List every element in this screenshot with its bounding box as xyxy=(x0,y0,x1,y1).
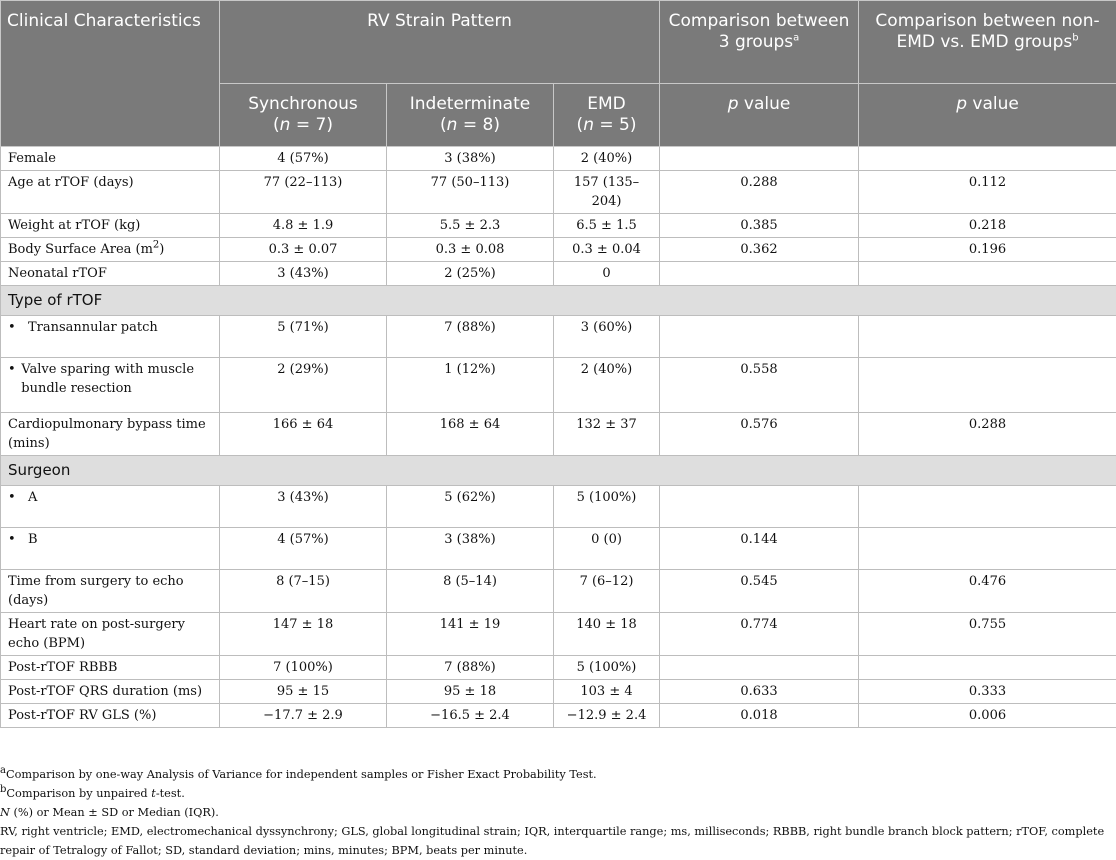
cell-synchronous: 8 (7–15) xyxy=(220,570,387,613)
header-rv-strain-pattern: RV Strain Pattern xyxy=(220,1,660,84)
cell-synchronous: 7 (100%) xyxy=(220,656,387,680)
cell-emd: 103 ± 4 xyxy=(554,680,660,704)
cell-indeterminate: 2 (25%) xyxy=(387,262,554,286)
table-row xyxy=(1,613,1116,656)
bullet-icon: • xyxy=(8,490,16,505)
cell-p-2-groups xyxy=(859,656,1116,680)
row-label: • Valve sparing with muscle bundle resection xyxy=(1,358,220,413)
table-row xyxy=(1,147,1116,171)
cell-indeterminate: 168 ± 64 xyxy=(387,413,554,456)
cell-p-3-groups: 0.288 xyxy=(660,171,859,214)
section-title: Type of rTOF xyxy=(1,286,1116,316)
cell-p-2-groups: 0.196 xyxy=(859,238,1116,262)
table-row xyxy=(1,680,1116,704)
cell-p-2-groups xyxy=(859,316,1116,358)
footnote-a: $^a$Comparison by one-way Analysis of Variance for independent samples or Fisher Exact Probability Test. xyxy=(0,765,597,781)
table-row xyxy=(1,214,1116,238)
cell-emd: 0.3 ± 0.04 xyxy=(554,238,660,262)
cell-indeterminate: 8 (5–14) xyxy=(387,570,554,613)
section-row-type-of-rtof xyxy=(1,286,1116,316)
table-row xyxy=(1,238,1116,262)
cell-emd: 0 xyxy=(554,262,660,286)
cell-p-2-groups: 0.288 xyxy=(859,413,1116,456)
section-title: Surgeon xyxy=(1,456,1116,486)
cell-emd: 140 ± 18 xyxy=(554,613,660,656)
row-label: • B xyxy=(1,528,220,570)
bullet-icon: • xyxy=(8,362,16,377)
header-p-value-3-groups: p value xyxy=(660,84,859,147)
cell-indeterminate: 5.5 ± 2.3 xyxy=(387,214,554,238)
cell-p-3-groups: 0.545 xyxy=(660,570,859,613)
table-row xyxy=(1,486,1116,528)
table-row xyxy=(1,528,1116,570)
table-row xyxy=(1,171,1116,214)
row-label: • Transannular patch xyxy=(1,316,220,358)
table-footnotes xyxy=(0,765,1116,860)
row-label: • A xyxy=(1,486,220,528)
cell-p-2-groups xyxy=(859,486,1116,528)
row-label: Heart rate on post-surgery echo (BPM) xyxy=(1,613,220,656)
header-emd: EMD (n = 5) xyxy=(554,84,660,147)
cell-indeterminate: 141 ± 19 xyxy=(387,613,554,656)
table-row xyxy=(1,413,1116,456)
cell-emd: 6.5 ± 1.5 xyxy=(554,214,660,238)
cell-indeterminate: 95 ± 18 xyxy=(387,680,554,704)
row-label: Age at rTOF (days) xyxy=(1,171,220,214)
cell-indeterminate: 77 (50–113) xyxy=(387,171,554,214)
section-row-surgeon xyxy=(1,456,1116,486)
cell-p-2-groups xyxy=(859,147,1116,171)
row-label: Cardiopulmonary bypass time (mins) xyxy=(1,413,220,456)
cell-p-2-groups: 0.112 xyxy=(859,171,1116,214)
row-label: Body Surface Area $(m^2)$ xyxy=(1,238,220,262)
cell-synchronous: 166 ± 64 xyxy=(220,413,387,456)
cell-synchronous: 77 (22–113) xyxy=(220,171,387,214)
cell-emd: 132 ± 37 xyxy=(554,413,660,456)
cell-synchronous: 4 (57%) xyxy=(220,528,387,570)
cell-synchronous: 147 ± 18 xyxy=(220,613,387,656)
footnote-abbreviations-cont: repair of Tetralogy of Fallot; SD, standard deviation; mins, minutes; BPM, beats per minute. xyxy=(0,844,528,857)
cell-emd: 157 (135–204) xyxy=(554,171,660,214)
table-row xyxy=(1,316,1116,358)
cell-p-3-groups: 0.558 xyxy=(660,358,859,413)
bullet-icon: • xyxy=(8,532,16,547)
cell-indeterminate: 5 (62%) xyxy=(387,486,554,528)
cell-synchronous: 2 (29%) xyxy=(220,358,387,413)
footnote-abbreviations: RV, right ventricle; EMD, electromechanical dyssynchrony; GLS, global longitudinal strain; IQR, interquartile range; ms, milliseconds; RBBB, right bundle branch block pattern; rTOF, complete xyxy=(0,825,1105,838)
cell-p-3-groups xyxy=(660,262,859,286)
cell-indeterminate: 7 (88%) xyxy=(387,316,554,358)
cell-synchronous: 3 (43%) xyxy=(220,262,387,286)
footnote-b: $^b$Comparison by unpaired t-test. xyxy=(0,784,185,800)
cell-synchronous: 0.3 ± 0.07 xyxy=(220,238,387,262)
cell-synchronous: 5 (71%) xyxy=(220,316,387,358)
cell-p-3-groups xyxy=(660,486,859,528)
row-label: Post-rTOF QRS duration (ms) xyxy=(1,680,220,704)
cell-p-2-groups xyxy=(859,528,1116,570)
cell-p-3-groups xyxy=(660,316,859,358)
cell-p-3-groups: 0.362 xyxy=(660,238,859,262)
row-label: Post-rTOF RV GLS (%) xyxy=(1,704,220,728)
header-comparison-3-groups: Comparison between 3 groups$^a$ xyxy=(660,1,859,84)
cell-p-3-groups: 0.633 xyxy=(660,680,859,704)
cell-p-3-groups: 0.018 xyxy=(660,704,859,728)
cell-emd: 5 (100%) xyxy=(554,656,660,680)
table-row xyxy=(1,358,1116,413)
cell-synchronous: 3 (43%) xyxy=(220,486,387,528)
cell-p-2-groups: 0.755 xyxy=(859,613,1116,656)
table-row xyxy=(1,704,1116,728)
row-label: Female xyxy=(1,147,220,171)
cell-emd: −12.9 ± 2.4 xyxy=(554,704,660,728)
cell-emd: 5 (100%) xyxy=(554,486,660,528)
cell-emd: 2 (40%) xyxy=(554,358,660,413)
header-indeterminate: Indeterminate (n = 8) xyxy=(387,84,554,147)
cell-p-3-groups: 0.385 xyxy=(660,214,859,238)
header-clinical-characteristics: Clinical Characteristics xyxy=(1,1,220,147)
cell-synchronous: 95 ± 15 xyxy=(220,680,387,704)
cell-p-2-groups: 0.006 xyxy=(859,704,1116,728)
cell-indeterminate: 3 (38%) xyxy=(387,147,554,171)
cell-p-3-groups xyxy=(660,656,859,680)
cell-p-3-groups: 0.144 xyxy=(660,528,859,570)
row-label: Weight at rTOF (kg) xyxy=(1,214,220,238)
row-label: Neonatal rTOF xyxy=(1,262,220,286)
cell-emd: 3 (60%) xyxy=(554,316,660,358)
cell-p-2-groups: 0.333 xyxy=(859,680,1116,704)
bullet-icon: • xyxy=(8,320,16,335)
cell-indeterminate: 0.3 ± 0.08 xyxy=(387,238,554,262)
cell-synchronous: −17.7 ± 2.9 xyxy=(220,704,387,728)
cell-p-2-groups xyxy=(859,262,1116,286)
table-row xyxy=(1,656,1116,680)
cell-indeterminate: 3 (38%) xyxy=(387,528,554,570)
cell-p-2-groups xyxy=(859,358,1116,413)
footnote-n: N (%) or Mean ± SD or Median (IQR). xyxy=(0,806,219,819)
cell-indeterminate: 7 (88%) xyxy=(387,656,554,680)
cell-indeterminate: −16.5 ± 2.4 xyxy=(387,704,554,728)
cell-indeterminate: 1 (12%) xyxy=(387,358,554,413)
header-p-value-2-groups: p value xyxy=(859,84,1116,147)
row-label: Time from surgery to echo (days) xyxy=(1,570,220,613)
cell-p-3-groups: 0.774 xyxy=(660,613,859,656)
cell-p-3-groups xyxy=(660,147,859,171)
cell-emd: 0 (0) xyxy=(554,528,660,570)
header-comparison-non-emd-vs-emd: Comparison between non-EMD vs. EMD groups$^b$ xyxy=(859,1,1116,84)
table-row xyxy=(1,262,1116,286)
cell-synchronous: 4.8 ± 1.9 xyxy=(220,214,387,238)
cell-emd: 2 (40%) xyxy=(554,147,660,171)
cell-p-3-groups: 0.576 xyxy=(660,413,859,456)
table-row xyxy=(1,570,1116,613)
header-synchronous: Synchronous (n = 7) xyxy=(220,84,387,147)
cell-emd: 7 (6–12) xyxy=(554,570,660,613)
cell-p-2-groups: 0.218 xyxy=(859,214,1116,238)
cell-p-2-groups: 0.476 xyxy=(859,570,1116,613)
row-label: Post-rTOF RBBB xyxy=(1,656,220,680)
cell-synchronous: 4 (57%) xyxy=(220,147,387,171)
